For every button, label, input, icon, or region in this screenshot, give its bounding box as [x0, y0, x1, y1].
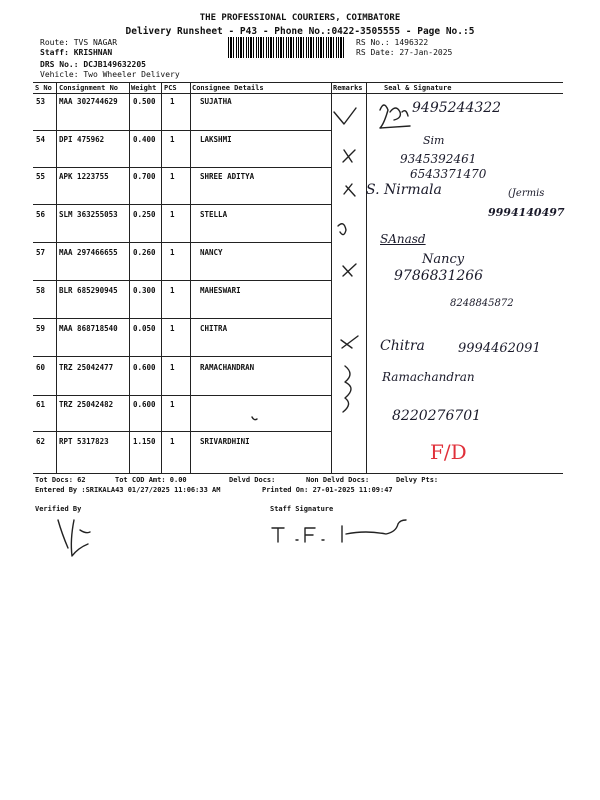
- hand-name: Ramachandran: [382, 370, 475, 384]
- cell-consignment: RPT 5317823: [59, 437, 109, 446]
- seal-sign: [380, 105, 410, 128]
- cell-pcs: 1: [170, 135, 175, 144]
- cell-sno: 58: [36, 286, 46, 295]
- staff-signature-label: Staff Signature: [270, 505, 334, 513]
- cell-weight: 0.050: [133, 324, 156, 333]
- cell-sno: 55: [36, 172, 46, 181]
- cell-weight: 0.250: [133, 210, 156, 219]
- hand-phone: 9495244322: [412, 100, 502, 116]
- cell-consignee: SRIVARDHINI: [200, 437, 250, 446]
- cell-sno: 62: [36, 437, 46, 446]
- hand-phone: 6543371470: [410, 167, 487, 181]
- hand-phone: 9994140497: [488, 206, 565, 219]
- cell-sno: 61: [36, 400, 46, 409]
- hand-name: S. Nirmala: [366, 182, 442, 198]
- remark-tick: [252, 417, 257, 420]
- verified-by-label: Verified By: [35, 505, 82, 513]
- drs-no: DRS No.: DCJB149632205: [40, 60, 146, 69]
- cell-consignee: NANCY: [200, 248, 223, 257]
- cell-consignee: STELLA: [200, 210, 228, 219]
- cell-pcs: 1: [170, 363, 175, 372]
- entered-by: Entered By :SRIKALA43 01/27/2025 11:06:33 AM: [35, 486, 221, 494]
- verified-by-sign: [58, 520, 90, 556]
- rs-date: RS Date: 27-Jan-2025: [356, 48, 453, 57]
- cell-sno: 59: [36, 324, 46, 333]
- cell-pcs: 1: [170, 286, 175, 295]
- non-delvd-docs: Non Delvd Docs:: [306, 476, 370, 484]
- cell-sno: 56: [36, 210, 46, 219]
- remark-tick: [334, 108, 356, 124]
- cell-weight: 0.400: [133, 135, 156, 144]
- hand-phone: 8220276701: [392, 408, 482, 424]
- route-label: Route: TVS NAGAR: [40, 38, 118, 47]
- col-header-consignee: Consignee Details: [192, 84, 264, 92]
- tot-docs: Tot Docs: 62: [35, 476, 86, 484]
- cell-sno: 54: [36, 135, 46, 144]
- cell-consignee: SHREE ADITYA: [200, 172, 255, 181]
- staff-sign-mark: [272, 520, 406, 542]
- cell-weight: 0.260: [133, 248, 156, 257]
- hand-name: Chitra: [380, 338, 425, 354]
- col-header-sno: S No: [35, 84, 52, 92]
- hand-phone: 9786831266: [394, 268, 484, 284]
- remark-bracket: [343, 366, 351, 412]
- cell-consignment: TRZ 25042482: [59, 400, 114, 409]
- cell-consignment: SLM 363255053: [59, 210, 118, 219]
- cell-weight: 0.300: [133, 286, 156, 295]
- hand-note: (Jermis: [508, 188, 545, 199]
- col-header-consignment: Consignment No: [59, 84, 119, 92]
- staff-label: Staff: KRISHNAN: [40, 48, 113, 57]
- cell-pcs: 1: [170, 210, 175, 219]
- cell-pcs: 1: [170, 97, 175, 106]
- hand-phone: 9994462091: [458, 341, 541, 356]
- hand-phone: 9345392461: [400, 152, 477, 166]
- cell-weight: 0.700: [133, 172, 156, 181]
- printed-on: Printed On: 27-01-2025 11:09:47: [262, 486, 393, 494]
- cell-sno: 60: [36, 363, 46, 372]
- cell-pcs: 1: [170, 400, 175, 409]
- cell-pcs: 1: [170, 324, 175, 333]
- company-name: THE PROFESSIONAL COURIERS, COIMBATORE: [199, 13, 401, 23]
- remark-tick: [343, 264, 356, 276]
- cell-consignee: SUJATHA: [200, 97, 232, 106]
- cell-pcs: 1: [170, 172, 175, 181]
- cell-weight: 0.500: [133, 97, 156, 106]
- vehicle-label: Vehicle: Two Wheeler Delivery: [40, 70, 180, 79]
- hand-sign: Sim: [423, 134, 445, 147]
- cell-pcs: 1: [170, 248, 175, 257]
- cell-consignment: MAA 302744629: [59, 97, 118, 106]
- delvy-pts: Delvy Pts:: [396, 476, 439, 484]
- col-header-remarks: Remarks: [333, 84, 363, 92]
- cell-consignment: MAA 297466655: [59, 248, 118, 257]
- remark-tick: [341, 336, 358, 348]
- cell-consignment: MAA 868718540: [59, 324, 118, 333]
- hand-sign: SAnasd: [380, 232, 426, 246]
- rs-no: RS No.: 1496322: [356, 38, 429, 47]
- cell-consignee: MAHESWARI: [200, 286, 241, 295]
- cell-consignment: APK 1223755: [59, 172, 109, 181]
- cell-consignment: TRZ 25042477: [59, 363, 114, 372]
- cell-pcs: 1: [170, 437, 175, 446]
- cell-weight: 0.600: [133, 363, 156, 372]
- cell-weight: 1.150: [133, 437, 156, 446]
- remark-tick: [338, 224, 346, 235]
- cell-consignee: RAMACHANDRAN: [200, 363, 255, 372]
- remark-tick: [344, 184, 355, 196]
- runsheet-title: Delivery Runsheet - P43 - Phone No.:0422-3505555 - Page No.:5: [125, 26, 475, 37]
- col-header-seal: Seal & Signature: [384, 84, 452, 92]
- tot-cod: Tot COD Amt: 0.00: [115, 476, 187, 484]
- hand-fd-mark: F/D: [430, 440, 467, 464]
- col-header-pcs: PCS: [164, 84, 177, 92]
- cell-consignment: BLR 685290945: [59, 286, 118, 295]
- cell-weight: 0.600: [133, 400, 156, 409]
- cell-consignment: DPI 475962: [59, 135, 105, 144]
- cell-consignee: CHITRA: [200, 324, 228, 333]
- hand-name: Nancy: [422, 252, 465, 267]
- cell-sno: 53: [36, 97, 46, 106]
- cell-consignee: LAKSHMI: [200, 135, 232, 144]
- cell-sno: 57: [36, 248, 46, 257]
- delvd-docs: Delvd Docs:: [229, 476, 276, 484]
- col-header-weight: Weight: [131, 84, 157, 92]
- remark-tick: [343, 150, 355, 162]
- hand-phone: 8248845872: [450, 298, 514, 309]
